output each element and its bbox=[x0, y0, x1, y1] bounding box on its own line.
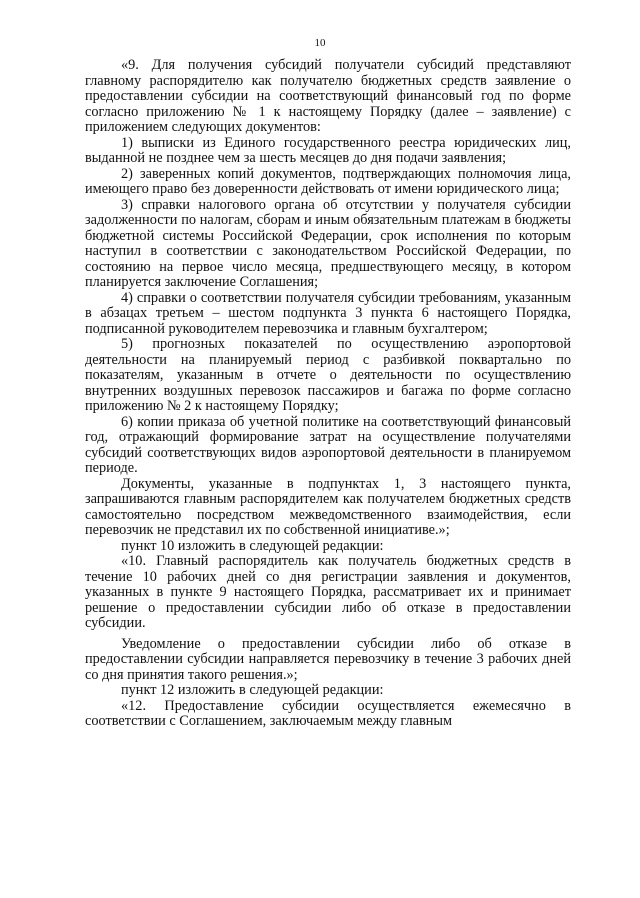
paragraph-subitem-1: 1) выписки из Единого государственного реестра юридических лиц, выданной не позднее чем за шесть месяцев до дня подачи заявления; bbox=[85, 134, 571, 166]
paragraph-amend-item-10: пункт 10 изложить в следующей редакции: bbox=[121, 537, 384, 554]
paragraph-item-12-wrapper bbox=[85, 699, 571, 730]
paragraph-subitem-4: 4) справки о соответствии получателя субсидии требованиям, указанным в абзацах третьем – шестом подпункта 3 пункта 6 настоящего Порядка, подписанной руководителем перевозчика и главным бухгалтером; bbox=[85, 289, 571, 337]
paragraph-subitem-2: 2) заверенных копий документов, подтверждающих полномочия лица, имеющего право без доверенности действовать от имени юридического лица; bbox=[85, 165, 571, 197]
paragraph-subitem-6: 6) копии приказа об учетной политике на соответствующий финансовый год, отражающий формирование затрат на осуществление получателями субсидий соответствующих видов аэропортовой деятельности в планируемом периоде. bbox=[85, 413, 571, 476]
paragraph-item-12: «12. Предоставление субсидии осуществляется ежемесячно в соответствии с Соглашением, заключаемым между главным bbox=[85, 698, 571, 729]
paragraph-notification: Уведомление о предоставлении субсидии либо об отказе в предоставлении субсидии направляется перевозчику в течение 3 рабочих дней со дня принятия такого решения.»; bbox=[85, 635, 571, 683]
paragraph-item-10: «10. Главный распорядитель как получатель бюджетных средств в течение 10 рабочих дней со дня регистрации заявления и документов, указанных в пункте 9 настоящего Порядка, рассматривает их и принимает решение о предоставлении субсидии либо об отказе в предоставлении субсидии. bbox=[85, 553, 571, 631]
paragraph-subitem-5: 5) прогнозных показателей по осуществлению аэропортовой деятельности на планируемый период с разбивкой поквартально по показателям, указанным в отчете о деятельности по осуществлению внутренних воздушных перевозок пассажиров и багажа по форме согласно приложению № 2 к настоящему Порядку; bbox=[85, 336, 571, 414]
document-body bbox=[85, 58, 571, 730]
paragraph-subitem-3: 3) справки налогового органа об отсутствии у получателя субсидии задолженности по налогам, сборам и иным обязательным платежам в бюджеты бюджетной системы Российской Федерации, срок исполнения по которым наступил в соответствии с законодательством Российской Федерации, по состоянию на первое число месяца, предшествующего месяцу, в котором планируется заключение Соглашения; bbox=[85, 196, 571, 290]
page-number: 10 bbox=[314, 37, 326, 49]
paragraph-documents-request: Документы, указанные в подпунктах 1, 3 настоящего пункта, запрашиваются главным распорядителем как получателем бюджетных средств самостоятельно посредством межведомственного взаимодействия, если перевозчик не представил их по собственной инициативе.»; bbox=[85, 475, 571, 538]
paragraph-item-9: «9. Для получения субсидий получатели субсидий представляют главному распорядителю как получателю бюджетных средств заявление о предоставлении субсидии на соответствующий финансовый год по форме согласно приложению № 1 к настоящему Порядку (далее – заявление) с приложением следующих документов: bbox=[85, 57, 571, 135]
paragraph-amend-item-12: пункт 12 изложить в следующей редакции: bbox=[121, 682, 384, 698]
